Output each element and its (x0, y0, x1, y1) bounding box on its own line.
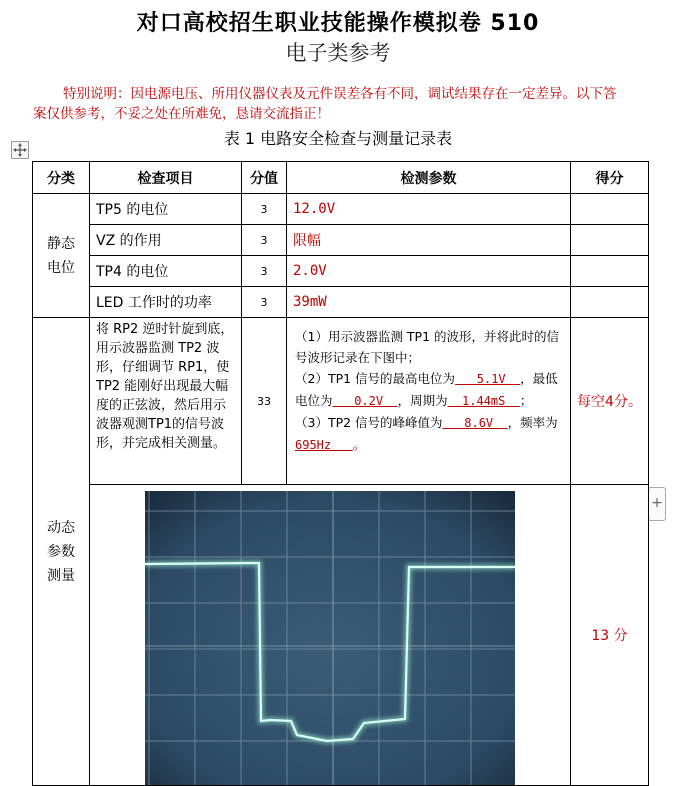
side-expand-button[interactable] (648, 487, 666, 521)
result-cell[interactable] (571, 225, 649, 256)
question-1: （1）用示波器监测 TP1 的波形，并将此时的信号波形记录在下图中； (295, 329, 560, 365)
dynamic-score: 33 (242, 318, 287, 485)
result-cell[interactable] (571, 256, 649, 287)
result-cell[interactable] (571, 194, 649, 225)
page-title: 对口高校招生职业技能操作模拟卷 510 (136, 11, 540, 36)
item-cell: VZ 的作用 (90, 225, 242, 256)
note-line-1: 特别说明：因电源电压、所用仪器仪表及元件误差各有不同，调试结果存在一定差异。以下答 (63, 86, 617, 102)
header-result: 得分 (571, 162, 649, 194)
table-row (33, 485, 649, 786)
answer-blank[interactable]: 695Hz (295, 438, 332, 452)
special-note (33, 84, 645, 124)
param-cell[interactable]: 限幅 (287, 225, 571, 256)
table-move-handle[interactable] (11, 141, 29, 159)
item-cell: LED 工作时的功率 (90, 287, 242, 318)
dynamic-description: 将 RP2 逆时针旋到底，用示波器监测 TP2 波形，仔细调节 RP1，使 TP2 能刚好出现最大幅度的正弦波，然后用示波器观测TP1的信号波形，并完成相关测量。 (90, 318, 242, 485)
question-2: （2）TP1 信号的最高电位为 5.1V ，最低电位为 0.2V ，周期为 1.44mS ； (295, 371, 558, 408)
table-row (33, 194, 649, 225)
score-cell: 3 (242, 256, 287, 287)
param-cell[interactable]: 39mW (287, 287, 571, 318)
answer-blank[interactable]: 0.2V (354, 394, 384, 408)
table-header-row (33, 162, 649, 194)
score-cell: 3 (242, 287, 287, 318)
table-row (33, 225, 649, 256)
note-line-2: 案仅供参考，不妥之处在所难免，恳请交流指正！ (33, 106, 330, 122)
waveform-cell (90, 485, 571, 786)
category-static: 静态 电位 (33, 194, 90, 318)
measurement-table (32, 161, 649, 786)
score-cell: 3 (242, 225, 287, 256)
table-row (33, 318, 649, 485)
item-cell: TP4 的电位 (90, 256, 242, 287)
answer-blank[interactable]: 5.1V (476, 372, 506, 386)
table-caption: 表 1 电路安全检查与测量记录表 (223, 129, 453, 148)
param-cell[interactable]: 2.0V (287, 256, 571, 287)
answer-blank[interactable]: 8.6V (464, 416, 494, 430)
question-3: （3）TP2 信号的峰峰值为 8.6V ，频率为 695Hz 。 (295, 415, 558, 452)
oscilloscope-photo (145, 491, 515, 785)
header-item: 检查项目 (90, 162, 242, 194)
table-row (33, 287, 649, 318)
plus-icon: + (651, 495, 663, 511)
move-arrows-icon (12, 142, 28, 158)
header-category: 分类 (33, 162, 90, 194)
answer-blank[interactable]: 1.44mS (462, 394, 506, 408)
page-subtitle: 电子类参考 (285, 41, 391, 65)
header-param: 检测参数 (287, 162, 571, 194)
result-cell[interactable] (571, 287, 649, 318)
item-cell: TP5 的电位 (90, 194, 242, 225)
param-cell[interactable]: 12.0V (287, 194, 571, 225)
dynamic-params (287, 318, 571, 485)
oscilloscope-screen (145, 491, 515, 785)
table-row (33, 256, 649, 287)
waveform-points: 13 分 (571, 485, 649, 786)
points-per-blank: 每空4分。 (571, 318, 649, 485)
score-cell: 3 (242, 194, 287, 225)
category-dynamic: 动态 参数 测量 (33, 318, 90, 786)
header-score: 分值 (242, 162, 287, 194)
